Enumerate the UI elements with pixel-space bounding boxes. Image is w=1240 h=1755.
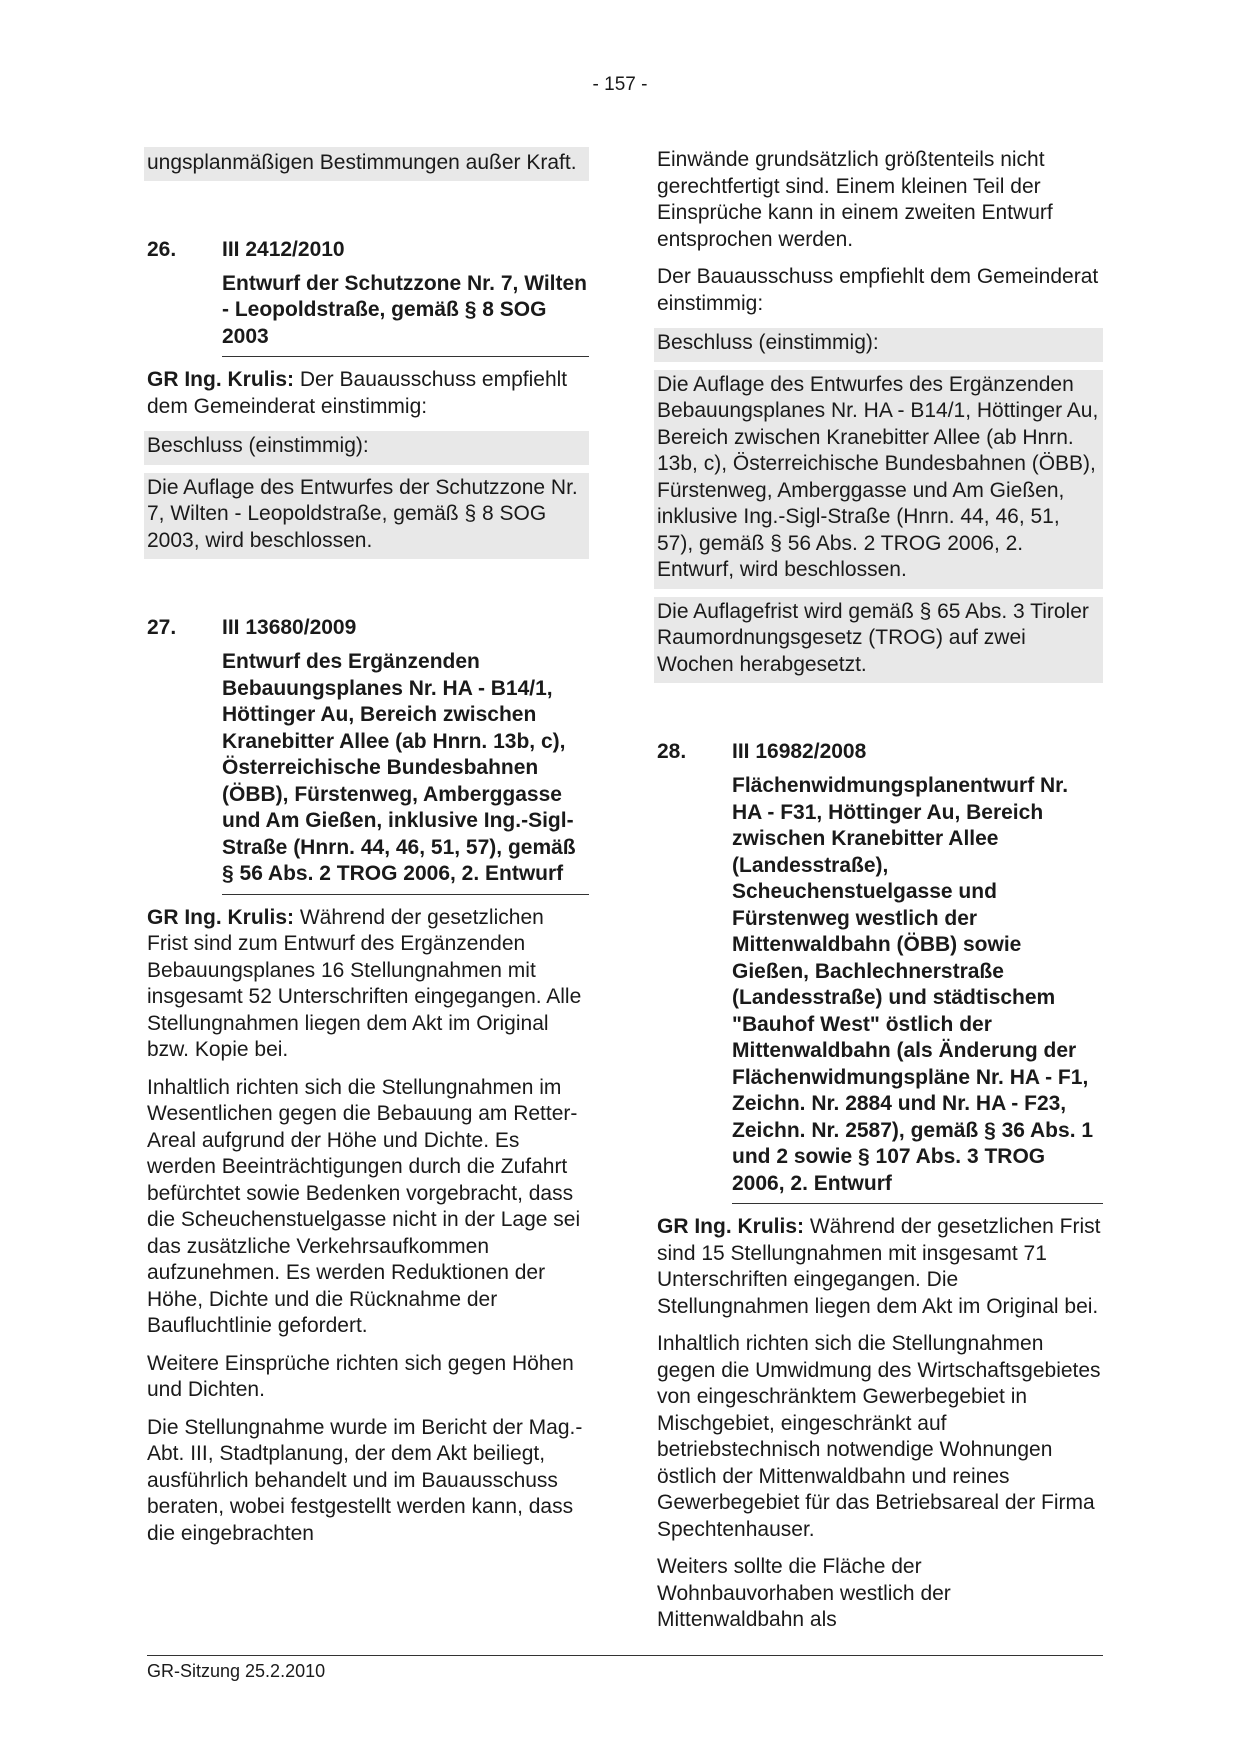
footer-rule [147,1655,1103,1656]
resolution-text: Die Auflagefrist wird gemäß § 65 Abs. 3 Tiroler Raumordnungsgesetz (TROG) auf zwei Wochen herabgesetzt. [657,599,1089,676]
item-number: 26. [147,237,177,261]
page-number: - 157 - [592,74,648,95]
item-number: 28. [657,740,687,763]
body-paragraph: Der Bauausschuss empfiehlt dem Gemeinderat einstimmig: [657,265,1099,315]
item-ref: III 2412/2010 [222,237,345,261]
footer-text: GR-Sitzung 25.2.2010 [147,1661,326,1681]
right-column [657,147,1103,1645]
speaker-name: GR Ing. Krulis: [147,368,294,391]
body-paragraph: Inhaltlich richten sich die Stellungnahmen gegen die Umwidmung des Wirtschaftsgebietes von eingeschränktem Gewerbegebiet in Mischgebiet, eingeschränkt auf betriebstechnisch notwendige Wohnungen östlich der Mittenwaldbahn und reines Gewerbegebiet für das Betriebsareal der Firma Spechtenhauser. [657,1332,1101,1541]
item-ref: III 16982/2008 [732,740,867,763]
speaker-text: Während der gesetzlichen Frist sind 15 Stellungnahmen mit insgesamt 71 Unterschriften eingegangen. Die Stellungnahmen liegen dem Akt im Original bei. [657,1215,1101,1318]
speaker-paragraph [657,1214,1103,1320]
speaker-name: GR Ing. Krulis: [657,1215,804,1238]
left-column [147,147,589,1558]
resolution-label: Beschluss (einstimmig): [657,331,879,354]
body-paragraph: Einwände grundsätzlich größtenteils nicht gerechtfertigt sind. Einem kleinen Teil der Einsprüche kann in einem zweiten Entwurf entsprochen werden. [657,148,1053,251]
speaker-paragraph [147,905,589,1064]
body-paragraph: Inhaltlich richten sich die Stellungnahmen im Wesentlichen gegen die Bebauung am Retter-Areal aufgrund der Höhe und Dichte. Es werden Beeinträchtigungen durch die Zufahrt befürchtet sowie Bedenken vorgebracht, dass die Scheuchenstuelgasse nicht in der Lage sei das zusätzliche Verkehrsaufkommen aufzunehmen. Es werden Reduktionen der Höhe, Dichte und die Rücknahme der Baufluchtlinie gefordert. [147,1075,581,1337]
body-paragraph: Weiters sollte die Fläche der Wohnbauvorhaben westlich der Mittenwaldbahn als [657,1555,951,1631]
agenda-item-27 [147,614,589,1547]
item-title: Entwurf der Schutzzone Nr. 7, Wilten - Leopoldstraße, gemäß § 8 SOG 2003 [222,271,589,358]
agenda-item-28 [657,738,1103,1634]
resolution-text: Die Auflage des Entwurfes des Ergänzenden Bebauungsplanes Nr. HA - B14/1, Höttinger Au, Bereich zwischen Kranebitter Allee (ab Hnrn. 13b, c), Österreichische Bundesbahnen (ÖBB), Fürstenweg, Amberggasse und Am Gießen, inklusive Ing.-Sigl-Straße (Hnrn. 44, 46, 51, 57), gemäß § 56 Abs. 2 TROG 2006, 2. Entwurf, wird beschlossen. [657,372,1099,581]
speaker-text: Während der gesetzlichen Frist sind zum Entwurf des Ergänzenden Bebauungsplanes 16 Stellungnahmen mit insgesamt 52 Unterschriften eingegangen. Alle Stellungnahmen liegen dem Akt im Original bzw. Kopie bei. [147,905,582,1061]
speaker-text: Der Bauausschuss empfiehlt dem Gemeinderat einstimmig: [147,368,568,418]
resolution-label: Beschluss (einstimmig): [147,434,369,457]
body-paragraph: Weitere Einsprüche richten sich gegen Höhen und Dichten. [147,1351,574,1401]
carry-over-block [144,147,589,181]
carry-over-text: ungsplanmäßigen Bestimmungen außer Kraft. [147,151,577,174]
speaker-name: GR Ing. Krulis: [147,905,294,929]
resolution-text: Die Auflage des Entwurfes der Schutzzone Nr. 7, Wilten - Leopoldstraße, gemäß § 8 SOG 2003, wird beschlossen. [147,475,578,552]
item-number: 27. [147,616,177,639]
item-title: Entwurf des Ergänzenden Bebauungsplanes Nr. HA - B14/1, Höttinger Au, Bereich zwischen Kranebitter Allee (ab Hnrn. 13b, c), Österreichische Bundesbahnen (ÖBB), Fürstenweg, Amberggasse und Am Gießen, inklusive Ing.-Sigl-Straße (Hnrn. 44, 46, 51, 57), gemäß § 56 Abs. 2 TROG 2006, 2. Entwurf [222,649,589,895]
resolution-block [144,431,589,559]
body-paragraph: Die Stellungnahme wurde im Bericht der Mag.-Abt. III, Stadtplanung, der dem Akt beiliegt, ausführlich behandelt und im Bauausschuss beraten, wobei festgestellt werden kann, dass die eingebrachten [147,1415,583,1545]
item-title: Flächenwidmungsplanentwurf Nr. HA - F31, Höttinger Au, Bereich zwischen Kranebitter Allee (Landesstraße), Scheuchenstuelgasse und Fürstenweg westlich der Mittenwaldbahn (ÖBB) sowie Gießen, Bachlechnerstraße (Landesstraße) und städtischem "Bauhof West" östlich der Mittenwaldbahn (als Änderung der Flächenwidmungspläne Nr. HA - F1, Zeichn. Nr. 2884 und Nr. HA - F23, Zeichn. Nr. 2587), gemäß § 36 Abs. 1 und 2 sowie § 107 Abs. 3 TROG 2006, 2. Entwurf [732,773,1103,1204]
agenda-item-26 [147,236,589,560]
item-ref: III 13680/2009 [222,616,357,639]
speaker-paragraph [147,367,589,420]
resolution-block [654,328,1103,683]
